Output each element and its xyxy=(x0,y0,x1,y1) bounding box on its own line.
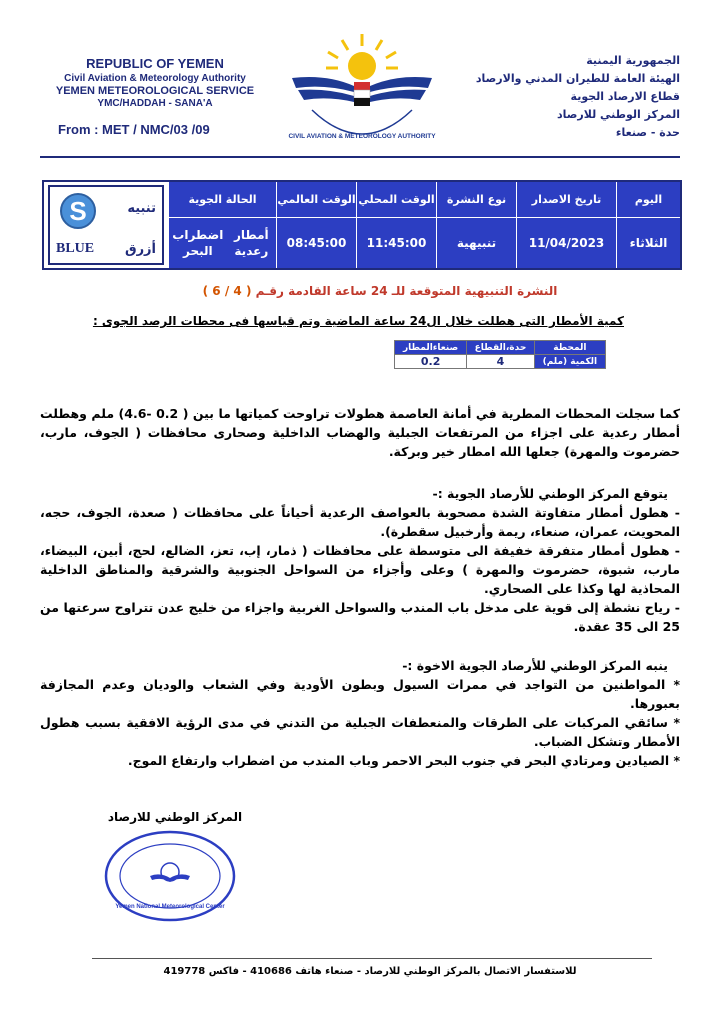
ar-center: المركز الوطني للارصاد xyxy=(556,108,680,121)
ar-location: حدة - صنعاء xyxy=(615,126,680,139)
ar-republic: الجمهورية اليمنية xyxy=(586,54,680,67)
list-item: * المواطنين من التواجد في ممرات السيول وبطون الأودية وفي الشعاب والوديان وعدم المجازفة بعبورها. xyxy=(40,677,680,711)
header-english-block xyxy=(40,56,270,109)
forecast-heading: يتوقع المركز الوطني للأرصاد الجوية :- xyxy=(432,486,668,501)
list-item: - هطول أمطار متفاوتة الشدة مصحوبة بالعواصف الرعدية أحياناً على محافظات ( صعدة، الجوف، حجه، المحويت، عمران، صنعاء، ريمة وأرخبيل سقطرة). xyxy=(40,505,680,539)
authority-name: Civil Aviation & Meteorology Authority xyxy=(64,73,246,84)
authority-logo xyxy=(282,30,442,150)
footer-contact: للاستفسار الاتصال بالمركز الوطني للارصاد - صنعاء هاتف 410686 - فاكس 419778 xyxy=(163,966,577,977)
bulletin-number: ( 4 / 6 ) xyxy=(202,284,252,298)
stamp-emblem-icon xyxy=(150,863,190,882)
bulletin-title xyxy=(180,284,580,298)
rainfall-table xyxy=(394,340,606,369)
stamp-text: Yemen National Meteorological Center xyxy=(115,904,225,910)
warning-heading: ينبه المركز الوطني للأرصاد الجوية الاخوة :- xyxy=(402,658,668,673)
col-weather-state xyxy=(168,182,276,268)
col-value: 11:45:00 xyxy=(366,236,427,250)
col-header: الحالة الجوية xyxy=(169,182,276,218)
signature-label: المركز الوطني للارصاد xyxy=(107,810,243,824)
bulletin-info-table xyxy=(42,180,682,270)
table-cell: 4 xyxy=(467,355,535,369)
title-text: النشرة التنبيهية المتوقعة للـ 24 ساعة القادمة رقـم xyxy=(255,284,558,298)
table-header-cell: حدة،القطاع xyxy=(467,341,535,355)
col-value: تنبيهية xyxy=(456,236,497,250)
rainfall-heading: كمية الأمطار التى هطلت خلال ال24 ساعة الماضية وتم قياسها فى محطات الرصد الجوى : xyxy=(92,314,624,328)
alert-color-en: BLUE xyxy=(56,241,95,256)
logo-ring-text: CIVIL AVIATION & METEOROLOGY AUTHORITY xyxy=(288,133,436,140)
sun-icon xyxy=(326,34,398,80)
col-header: تاريخ الاصدار xyxy=(517,182,616,218)
list-item: - هطول أمطار متفرقة خفيفة الى متوسطة على محافظات ( ذمار، إب، تعز، الضالع، لحج، أبين، البيضاء، مارب، شبوة، حضرموت والمهرة ) وعلى وأجزاء من السواحل الجنوبية والشرقية والمناطق الداخلية المحاذية لها وكذا على الصحاري. xyxy=(40,543,680,596)
table-row xyxy=(395,355,606,369)
list-item: - رياح نشطة إلى قوية على مدخل باب المندب والسواحل الغربية واجزاء من خليج عدن تتراوح سرعتها من 25 الى 35 عقدة. xyxy=(40,600,680,634)
col-header: الوقت العالمي xyxy=(277,182,356,218)
alert-level-box xyxy=(44,182,168,268)
weather-state-line: اضطراب البحر xyxy=(172,228,224,258)
col-header: الوقت المحلي xyxy=(357,182,436,218)
official-stamp xyxy=(100,826,240,926)
col-issue-date xyxy=(516,182,616,268)
service-name: YEMEN METEOROLOGICAL SERVICE xyxy=(55,85,255,97)
header-divider xyxy=(40,156,680,158)
col-header: اليوم xyxy=(617,182,680,218)
table-header-cell: صنعاءالمطار xyxy=(395,341,467,355)
col-value: الثلاثاء xyxy=(629,236,668,250)
list-item: * سائقي المركبات على الطرقات والمنعطفات الجبلية من التدني في مدى الرؤية الافقية بسبب هطول الأمطار وتشكل الضباب. xyxy=(40,715,680,749)
header-arabic-block xyxy=(440,52,680,142)
from-reference: From : MET / NMC/03 /09 xyxy=(58,122,210,137)
table-row xyxy=(395,341,606,355)
forecast-section xyxy=(40,484,680,636)
col-value xyxy=(169,218,276,268)
ar-authority: الهيئة العامة للطيران المدني والارصاد xyxy=(475,72,680,85)
col-bulletin-type xyxy=(436,182,516,268)
alert-color-ar: أزرق xyxy=(124,242,156,257)
weather-state-line: أمطار رعدية xyxy=(233,228,269,258)
table-cell: 0.2 xyxy=(395,355,467,369)
col-day xyxy=(616,182,680,268)
col-header: نوع النشرة xyxy=(437,182,516,218)
col-local-time xyxy=(356,182,436,268)
alert-label-ar: تنبيه xyxy=(127,201,156,216)
col-value: 08:45:00 xyxy=(286,236,347,250)
location-code: YMC/HADDAH - SANA'A xyxy=(97,98,213,109)
footer-divider xyxy=(92,958,652,959)
col-utc-time xyxy=(276,182,356,268)
warning-section xyxy=(40,656,680,770)
table-row-label: الكمية (ملم) xyxy=(534,355,605,369)
list-item: * الصيادين ومرتادي البحر في جنوب البحر الاحمر وباب المندب من اضطراب وارتفاع الموج. xyxy=(127,753,680,768)
col-value: 11/04/2023 xyxy=(528,236,605,250)
observed-rain-paragraph: كما سجلت المحطات المطرية في أمانة العاصمة هطولات تراوحت كمياتها ما بين ( 0.2 -4.6) ملم وهطلت أمطار رعدية على اجزاء من المرتفعات الجبلية والهضاب الداخلية وصحارى محافظات ( الجوف، مارب، حضرموت والمهرة) جعلها الله امطار خير وبركة. xyxy=(40,406,680,459)
table-header-cell: المحطة xyxy=(534,341,605,355)
republic-title: REPUBLIC OF YEMEN xyxy=(86,56,224,71)
flag-shield-icon xyxy=(354,82,370,106)
ar-sector: قطاع الارصاد الجوية xyxy=(570,90,680,103)
alert-s-icon: S xyxy=(60,193,96,229)
